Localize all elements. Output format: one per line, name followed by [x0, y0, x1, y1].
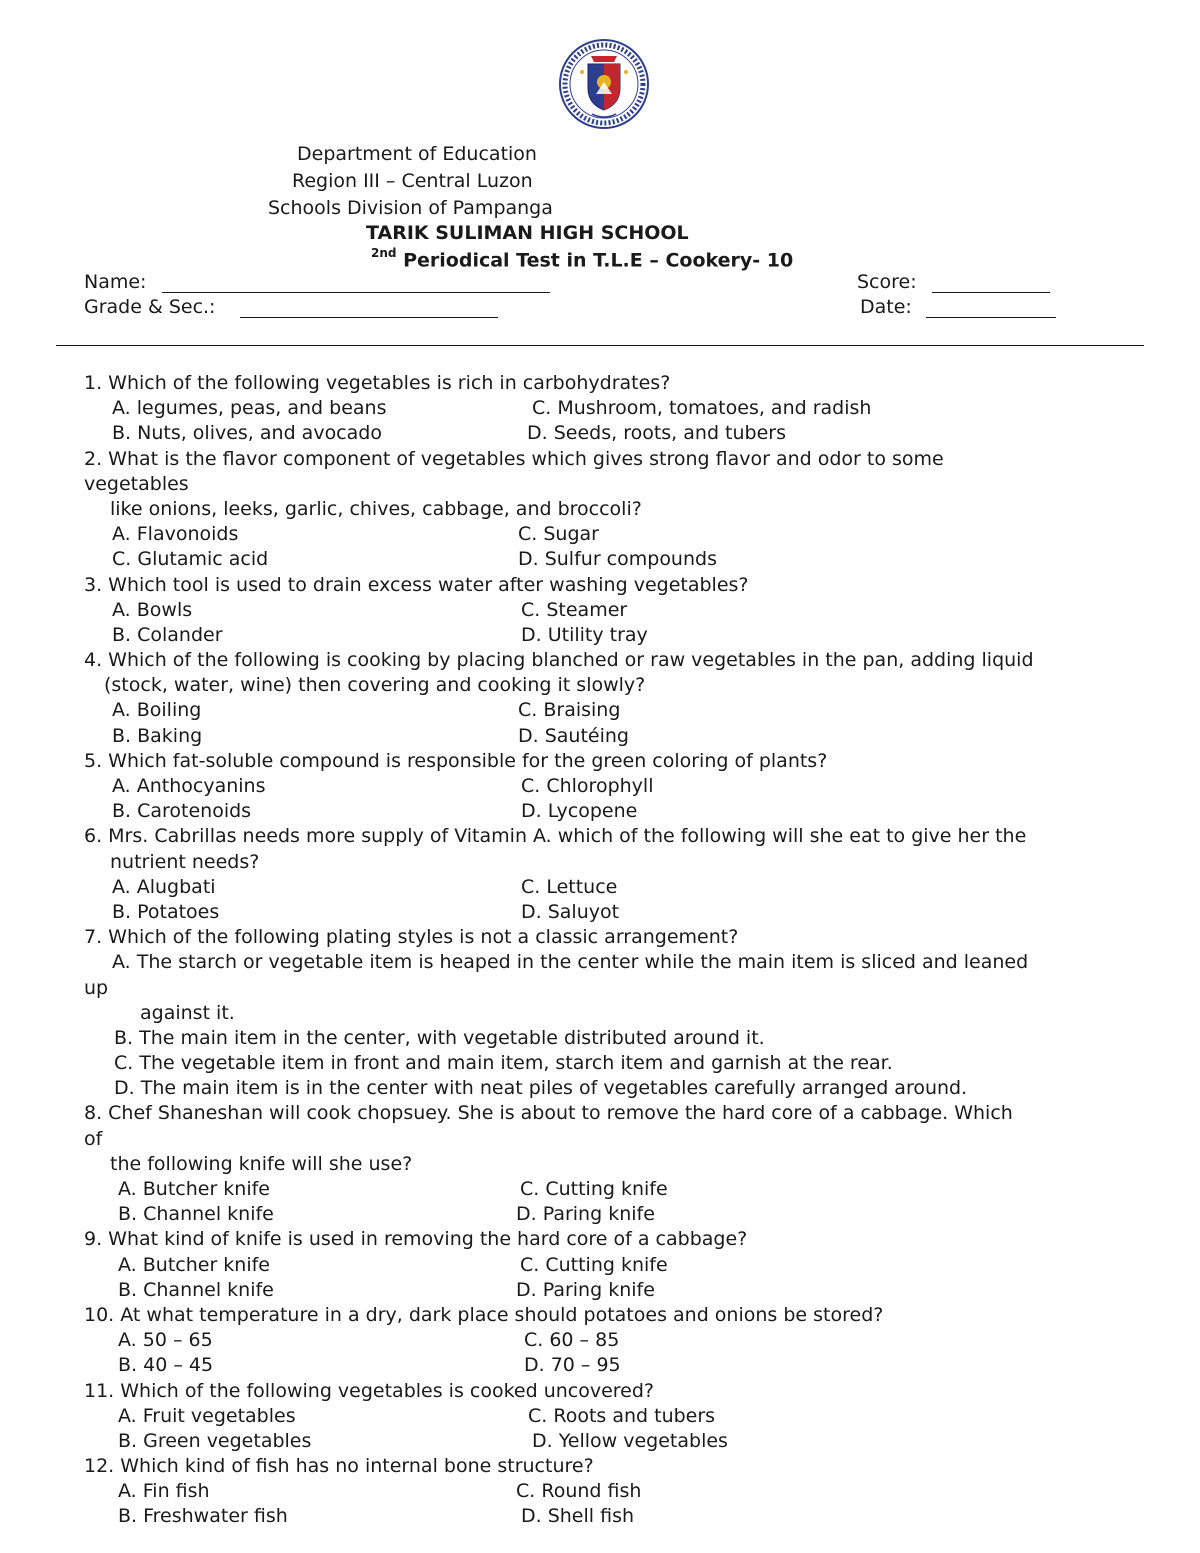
line-text: C. The vegetable item in front and main item, starch item and garnish at the rear.: [114, 1052, 893, 1075]
choice-right: D. 70 – 95: [524, 1354, 621, 1377]
choice-left: B. Green vegetables: [118, 1429, 312, 1452]
choice-right: C. Lettuce: [521, 875, 618, 898]
question-line: [84, 648, 1184, 673]
choice-left: A. Butcher knife: [118, 1178, 270, 1200]
choice-left: A. legumes, peas, and beans: [112, 397, 387, 420]
question-line: [84, 1152, 1184, 1177]
score-label: Score:: [857, 271, 917, 293]
choice-left: A. Fruit vegetables: [118, 1404, 296, 1427]
line-text: 3. Which tool is used to drain excess water after washing vegetables?: [84, 573, 749, 596]
choice-left: B. Potatoes: [112, 900, 220, 923]
choice-row: [84, 1353, 1184, 1378]
choice-left: A. Anthocyanins: [112, 775, 266, 797]
line-text: of: [84, 1127, 103, 1150]
choice-row: [84, 1328, 1184, 1353]
choice-row: [84, 1253, 1184, 1278]
line-text: (stock, water, wine) then covering and cooking it slowly?: [104, 674, 646, 697]
choice-right: C. Round fish: [516, 1480, 642, 1503]
question-line: [84, 673, 1184, 698]
question-line: [84, 573, 1184, 598]
choice-right: D. Shell fish: [521, 1505, 635, 1528]
choice-row: [84, 396, 1184, 421]
question-line: [84, 472, 1184, 497]
choice-right: D. Utility tray: [521, 623, 648, 646]
line-text: up: [84, 976, 109, 999]
choice-row: [84, 522, 1184, 547]
choice-row: [84, 799, 1184, 824]
choice-right: D. Sautéing: [518, 724, 629, 747]
grade-label: Grade & Sec.:: [84, 296, 216, 318]
choice-row: [84, 900, 1184, 925]
question-line: [84, 447, 1184, 472]
choice-row: [84, 1404, 1184, 1429]
choice-left: A. Butcher knife: [118, 1253, 270, 1276]
choice-right: C. Mushroom, tomatoes, and radish: [532, 397, 872, 420]
deped-seal-icon: [558, 38, 650, 130]
choice-row: [84, 1202, 1184, 1227]
divider: [56, 345, 1144, 346]
line-text: vegetables: [84, 472, 189, 495]
choice-right: D. Sulfur compounds: [518, 548, 717, 571]
line-text: 10. At what temperature in a dry, dark place should potatoes and onions be stored?: [84, 1303, 884, 1326]
date-field[interactable]: [926, 317, 1056, 318]
choice-right: C. Braising: [518, 699, 621, 722]
choice-row: [84, 1177, 1184, 1202]
header-region: Region III – Central Luzon: [292, 170, 533, 192]
choice-row: [84, 1429, 1184, 1454]
name-label: Name:: [84, 271, 147, 293]
line-text: 9. What kind of knife is used in removing the hard core of a cabbage?: [84, 1228, 748, 1251]
choice-right: D. Seeds, roots, and tubers: [527, 422, 786, 445]
choice-right: D. Paring knife: [516, 1203, 655, 1226]
choice-right: D. Lycopene: [521, 800, 638, 823]
test-superscript: 2nd: [371, 246, 397, 260]
question-line: [84, 371, 1184, 396]
question-line: [84, 1303, 1184, 1328]
choice-row: [84, 875, 1184, 900]
choice-left: A. Alugbati: [112, 875, 216, 898]
question-line: [84, 976, 1184, 1001]
choice-row: [84, 1278, 1184, 1303]
choice-right: D. Paring knife: [516, 1278, 655, 1301]
header-school: TARIK SULIMAN HIGH SCHOOL: [366, 222, 689, 244]
choice-left: A. Flavonoids: [112, 523, 239, 546]
line-text: 7. Which of the following plating styles is not a classic arrangement?: [84, 926, 739, 949]
question-list: [84, 371, 1184, 1530]
question-line: [84, 1076, 1184, 1101]
choice-right: D. Saluyot: [521, 900, 620, 923]
choice-left: B. Baking: [112, 724, 203, 747]
choice-right: C. Sugar: [518, 523, 599, 546]
choice-left: B. Carotenoids: [112, 800, 252, 823]
question-line: [84, 1001, 1184, 1026]
choice-left: A. 50 – 65: [118, 1329, 213, 1352]
choice-left: B. 40 – 45: [118, 1354, 214, 1377]
line-text: 5. Which fat-soluble compound is responsible for the green coloring of plants?: [84, 749, 828, 772]
line-text: like onions, leeks, garlic, chives, cabbage, and broccoli?: [110, 497, 642, 520]
question-line: [84, 950, 1184, 975]
choice-row: [84, 598, 1184, 623]
question-line: [84, 497, 1184, 522]
question-line: [84, 1227, 1184, 1252]
choice-row: [84, 1504, 1184, 1529]
choice-left: B. Colander: [112, 623, 223, 646]
header-division: Schools Division of Pampanga: [268, 197, 553, 219]
question-line: [84, 1127, 1184, 1152]
choice-row: [84, 774, 1184, 799]
line-text: 2. What is the flavor component of vegetables which gives strong flavor and odor to some: [84, 447, 944, 470]
choice-left: B. Channel knife: [118, 1203, 274, 1226]
line-text: 4. Which of the following is cooking by placing blanched or raw vegetables in the pan, adding liquid: [84, 649, 1034, 672]
question-line: [84, 1101, 1184, 1126]
line-text: B. The main item in the center, with vegetable distributed around it.: [114, 1026, 765, 1049]
line-text: 1. Which of the following vegetables is rich in carbohydrates?: [84, 372, 671, 394]
choice-left: A. Bowls: [112, 598, 193, 621]
date-label: Date:: [860, 296, 912, 318]
line-text: D. The main item is in the center with neat piles of vegetables carefully arranged around.: [114, 1077, 968, 1100]
choice-row: [84, 698, 1184, 723]
question-line: [84, 1379, 1184, 1404]
choice-row: [84, 421, 1184, 446]
question-line: [84, 1454, 1184, 1479]
choice-right: C. Cutting knife: [520, 1253, 668, 1276]
name-field[interactable]: [162, 292, 550, 293]
question-line: [84, 1051, 1184, 1076]
question-line: [84, 850, 1184, 875]
line-text: 11. Which of the following vegetables is cooked uncovered?: [84, 1379, 655, 1402]
line-text: 6. Mrs. Cabrillas needs more supply of Vitamin A. which of the following will she eat to give her the: [84, 825, 1027, 848]
choice-row: [84, 547, 1184, 572]
choice-right: C. Cutting knife: [520, 1178, 668, 1200]
choice-row: [84, 623, 1184, 648]
header-dept: Department of Education: [297, 143, 537, 165]
choice-row: [84, 724, 1184, 749]
question-line: [84, 749, 1184, 774]
score-field[interactable]: [932, 292, 1050, 293]
line-text: nutrient needs?: [110, 850, 260, 873]
line-text: 8. Chef Shaneshan will cook chopsuey. She is about to remove the hard core of a cabbage. Which: [84, 1102, 1013, 1125]
question-line: [84, 824, 1184, 849]
question-line: [84, 925, 1184, 950]
header-test-title: [371, 246, 794, 272]
line-text: against it.: [140, 1001, 235, 1024]
test-title-text: Periodical Test in T.L.E – Cookery- 10: [396, 249, 794, 272]
choice-right: D. Yellow vegetables: [532, 1429, 728, 1452]
choice-left: A. Fin fish: [118, 1480, 210, 1503]
choice-left: A. Boiling: [112, 699, 202, 722]
grade-field[interactable]: [240, 317, 498, 318]
choice-left: B. Nuts, olives, and avocado: [112, 422, 382, 445]
choice-right: C. Roots and tubers: [528, 1404, 716, 1427]
choice-right: C. Chlorophyll: [521, 775, 654, 797]
choice-left: B. Channel knife: [118, 1278, 274, 1301]
line-text: the following knife will she use?: [110, 1152, 413, 1175]
choice-right: C. 60 – 85: [524, 1329, 620, 1352]
choice-row: [84, 1479, 1184, 1504]
choice-left: C. Glutamic acid: [112, 548, 269, 571]
question-line: [84, 1026, 1184, 1051]
choice-right: C. Steamer: [521, 598, 628, 621]
line-text: A. The starch or vegetable item is heaped in the center while the main item is sliced and leaned: [112, 951, 1029, 974]
line-text: 12. Which kind of fish has no internal bone structure?: [84, 1455, 594, 1478]
choice-left: B. Freshwater fish: [118, 1505, 288, 1528]
